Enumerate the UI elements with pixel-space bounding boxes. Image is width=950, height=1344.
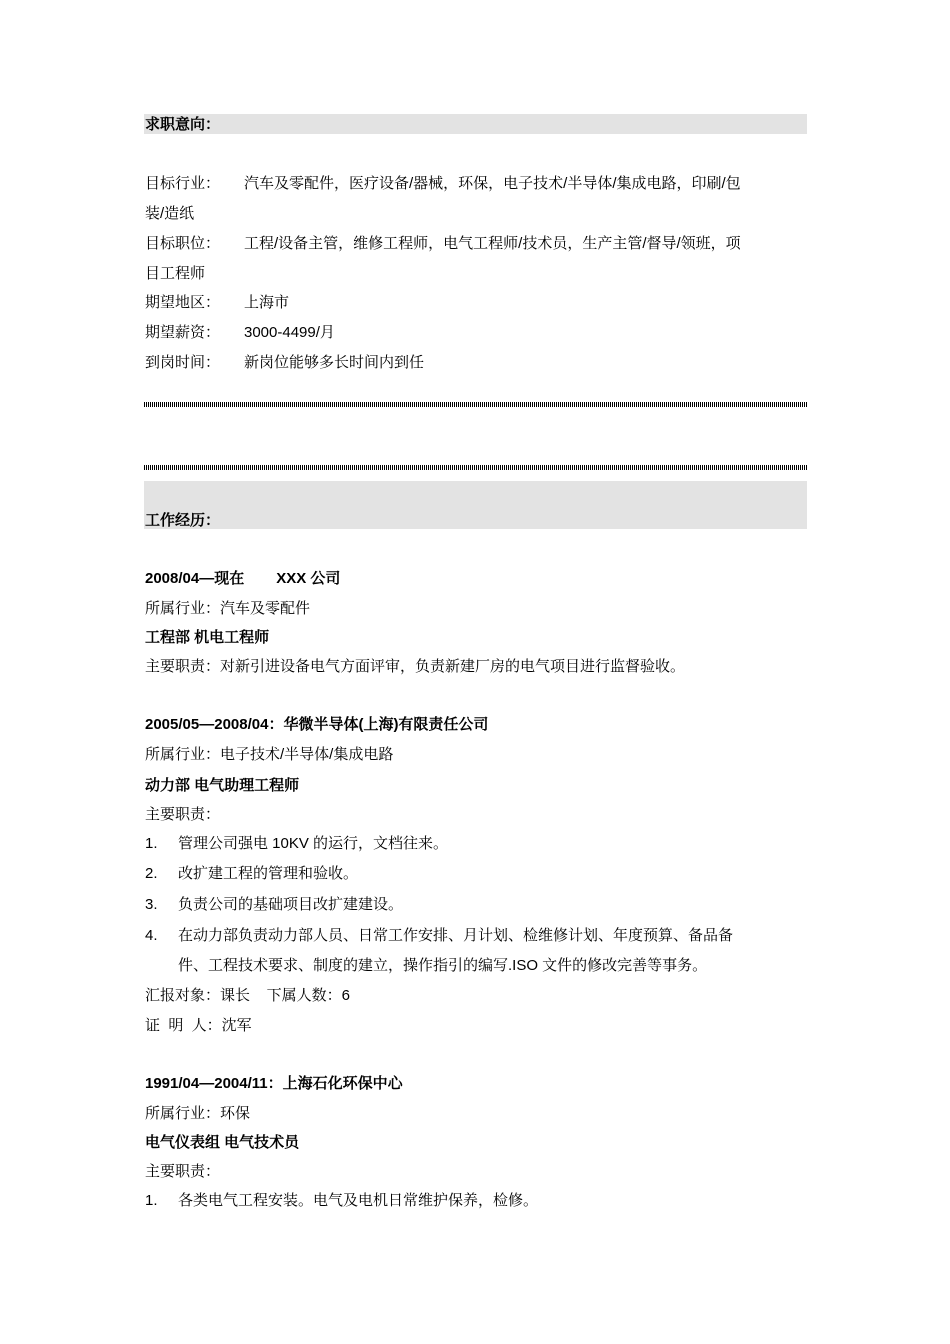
intent-section-bar — [144, 114, 807, 134]
list-number: 2. — [145, 865, 158, 882]
intent-label: 到岗时间： — [145, 354, 221, 371]
list-item: 各类电气工程安装。电气及电机日常维护保养，检修。 — [178, 1192, 539, 1209]
intent-value: 汽车及零配件，医疗设备/器械，环保，电子技术/半导体/集成电路，印刷/包 — [244, 175, 741, 192]
job-witness: 证 明 人：沈军 — [145, 1017, 252, 1034]
job-header: 1991/04—2004/11：上海石化环保中心 — [145, 1075, 403, 1092]
intent-value-cont: 目工程师 — [145, 265, 206, 282]
list-item: 负责公司的基础项目改扩建建设。 — [178, 896, 404, 913]
job-duty-label: 主要职责： — [145, 806, 221, 823]
job-report: 汇报对象：课长 下属人数：6 — [145, 987, 351, 1004]
intent-row-position — [145, 229, 807, 289]
intent-label: 期望地区： — [145, 294, 221, 311]
list-item-cont: 件、工程技术要求、制度的建立，操作指引的编写.ISO 文件的修改完善等事务。 — [178, 957, 708, 974]
intent-value-cont: 装/造纸 — [145, 205, 195, 222]
job-dept: 电气仪表组 电气技术员 — [145, 1134, 300, 1151]
intent-row-start — [145, 348, 807, 378]
job-dept: 动力部 电气助理工程师 — [145, 777, 300, 794]
intent-value: 新岗位能够多长时间内到任 — [244, 354, 425, 371]
list-item: 在动力部负责动力部人员、日常工作安排、月计划、检维修计划、年度预算、备品备 — [178, 927, 734, 944]
job-duty-label: 主要职责： — [145, 1163, 221, 1180]
list-item: 管理公司强电 10KV 的运行，文档往来。 — [178, 835, 449, 852]
job-dept: 工程部 机电工程师 — [145, 629, 270, 646]
intent-value: 工程/设备主管，维修工程师，电气工程师/技术员，生产主管/督导/领班，项 — [244, 235, 741, 252]
job-company: XXX 公司 — [276, 570, 341, 587]
job-period: 2008/04—现在 — [145, 570, 245, 587]
job-duty: 主要职责：对新引进设备电气方面评审，负责新建厂房的电气项目进行监督验收。 — [145, 658, 686, 675]
intent-label: 目标职位： — [145, 235, 221, 252]
work-section-title: 工作经历： — [145, 512, 221, 529]
list-number: 1. — [145, 1192, 158, 1209]
intent-section-title: 求职意向： — [145, 116, 221, 133]
section-divider — [144, 402, 807, 407]
job-header: 2005/05—2008/04：华微半导体(上海)有限责任公司 — [145, 716, 489, 733]
intent-label: 目标行业： — [145, 175, 221, 192]
intent-row-industry — [145, 169, 807, 229]
intent-value: 3000-4499/月 — [244, 324, 335, 341]
list-number: 4. — [145, 927, 158, 944]
intent-label: 期望薪资： — [145, 324, 221, 341]
work-section-bar — [144, 481, 807, 529]
list-item: 改扩建工程的管理和验收。 — [178, 865, 359, 882]
section-divider — [144, 465, 807, 470]
intent-row-region — [145, 288, 807, 318]
job-header — [145, 569, 807, 589]
list-number: 3. — [145, 896, 158, 913]
intent-row-salary — [145, 318, 807, 348]
list-number: 1. — [145, 835, 158, 852]
job-industry: 所属行业：电子技术/半导体/集成电路 — [145, 746, 394, 763]
intent-value: 上海市 — [244, 294, 290, 311]
job-industry: 所属行业：汽车及零配件 — [145, 600, 311, 617]
job-industry: 所属行业：环保 — [145, 1105, 251, 1122]
